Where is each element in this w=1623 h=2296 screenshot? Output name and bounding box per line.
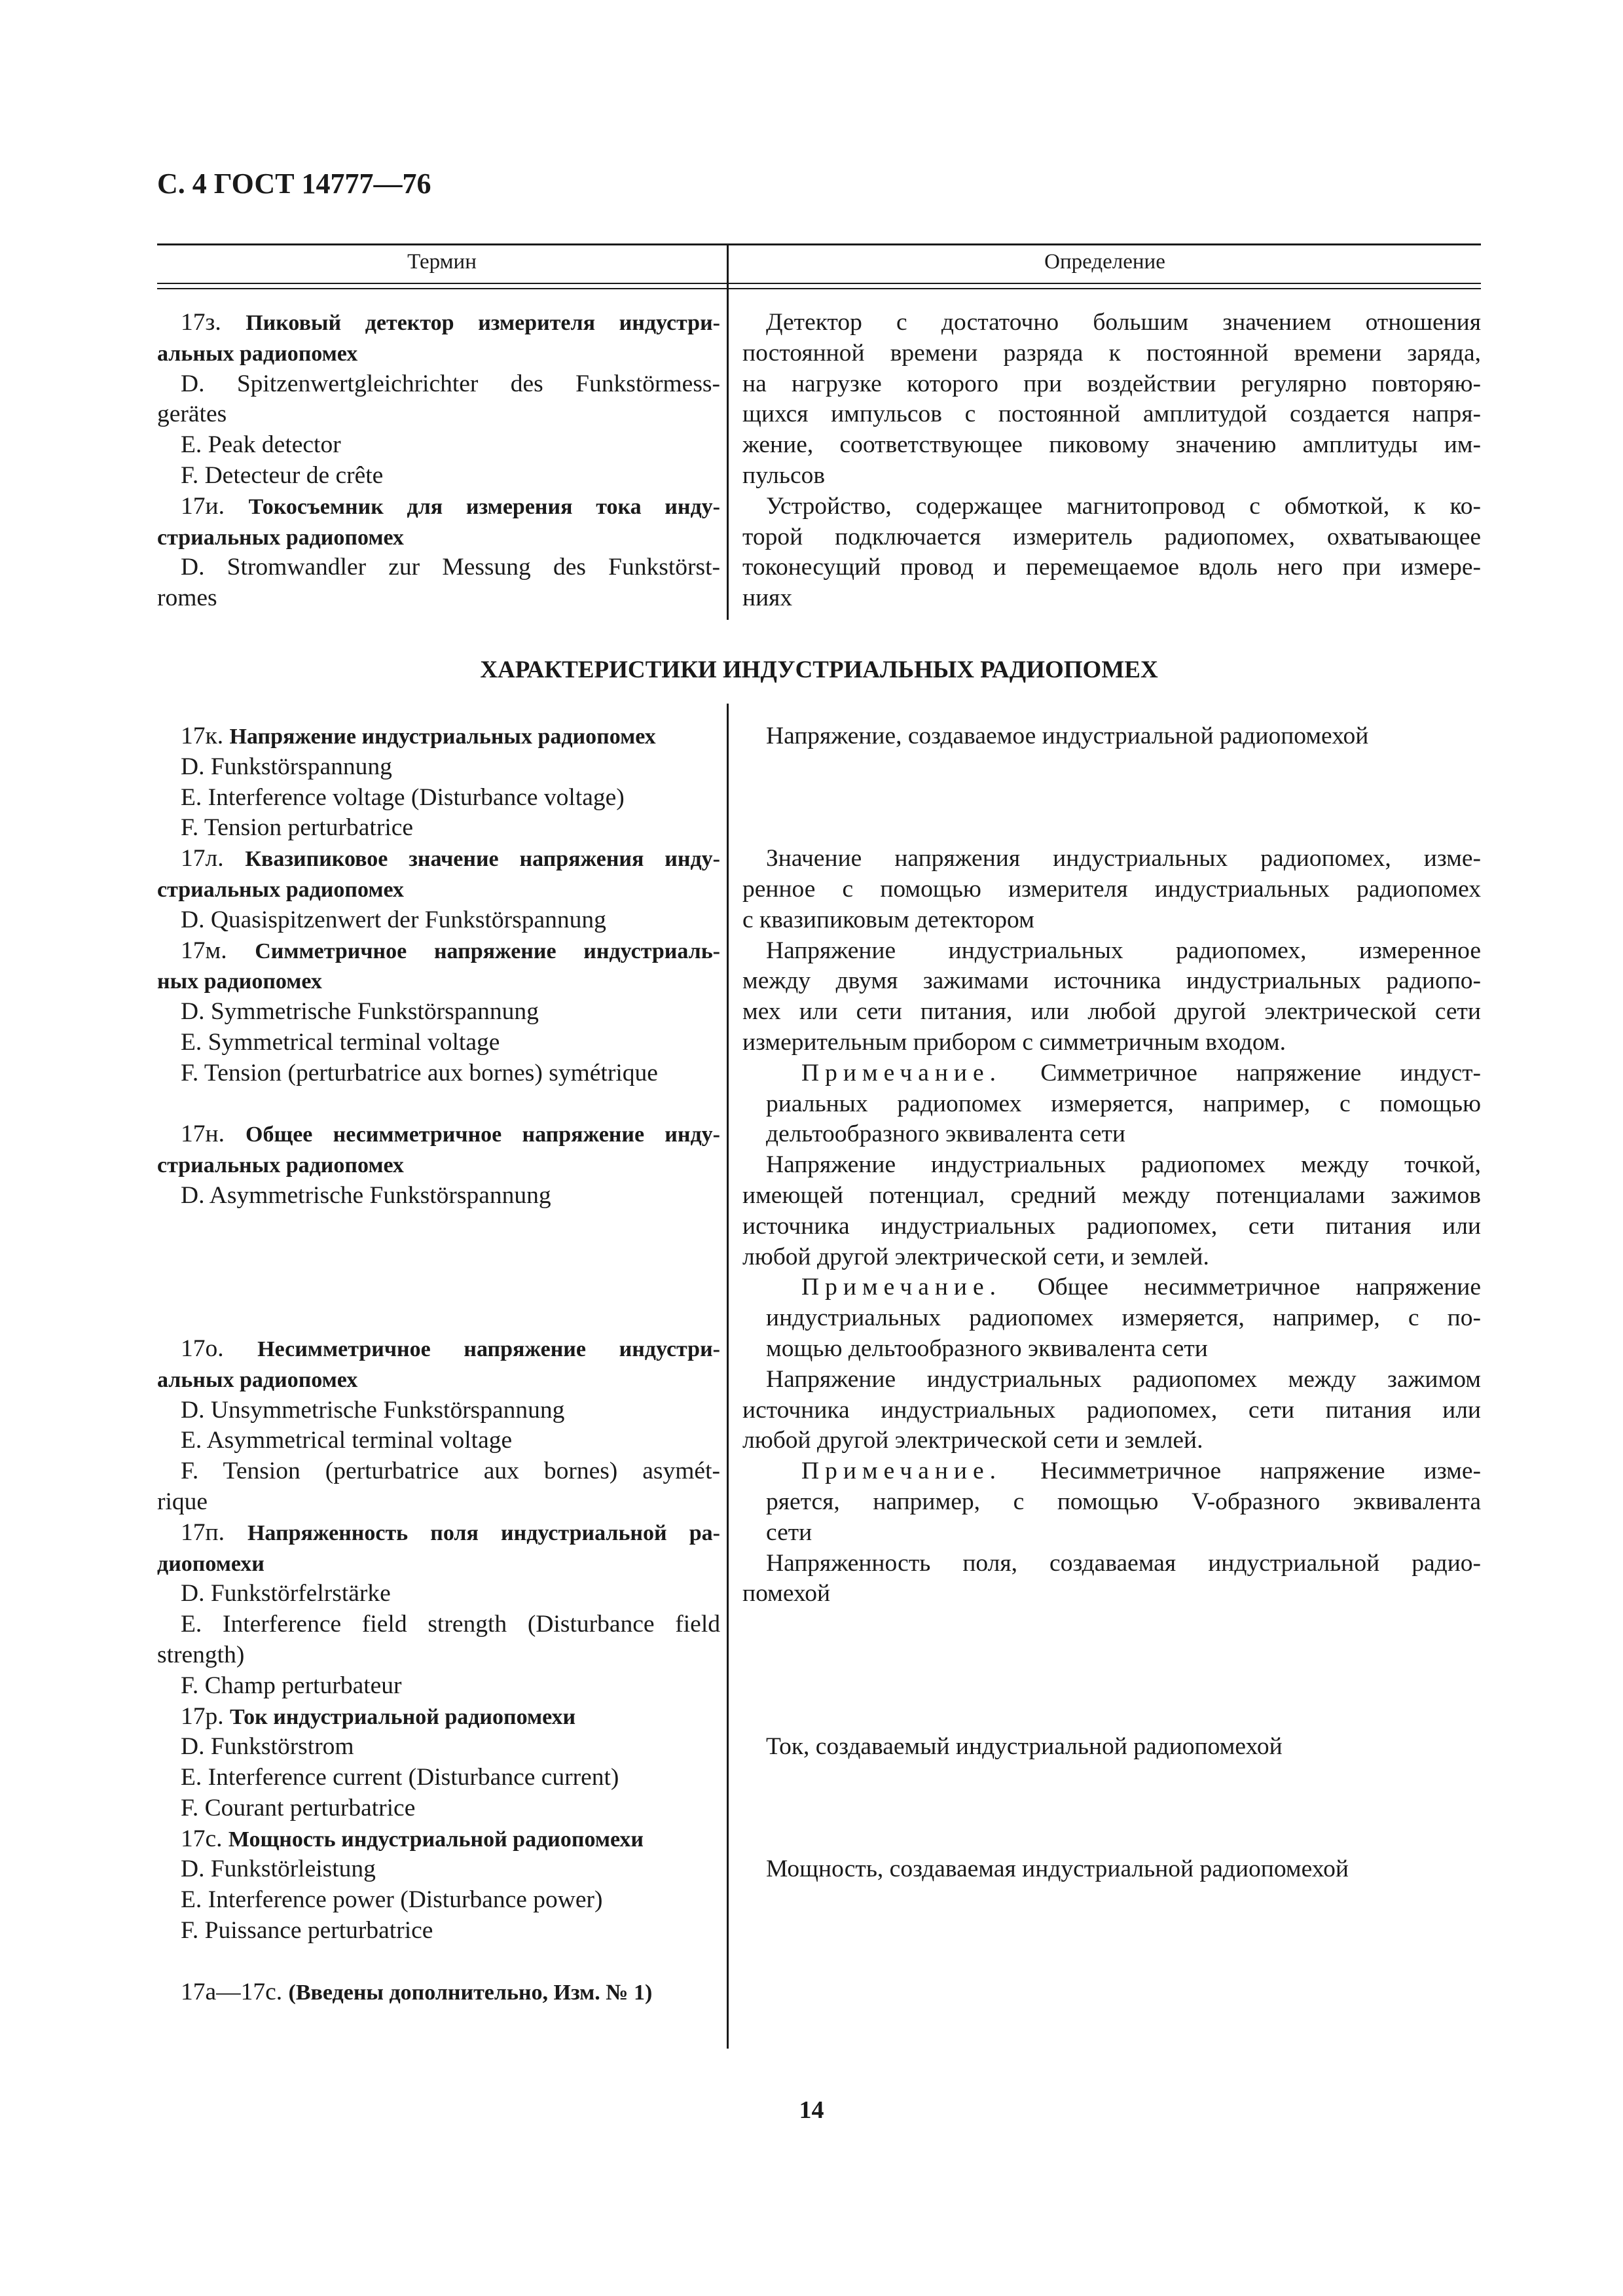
term-17o-fr-cont: rique [157,1488,208,1515]
spacer [742,1702,1481,1732]
spacer [157,1272,720,1303]
spacer [742,752,1481,783]
spacer [742,1793,1481,1824]
section-title: ХАРАКТЕРИСТИКИ ИНДУСТРИАЛЬНЫХ РАДИОПОМЕХ [480,656,1158,683]
spacer [742,783,1481,814]
def-17z-line: жение, соответствующее пиковому значению амплитуды им- [742,431,1481,459]
spacer [742,1640,1481,1671]
term-17p-en-cont: strength) [157,1641,245,1668]
term-17r-de: D. Funkstörstrom [181,1733,354,1761]
term-17i-de: D. Stromwandler zur Messung des Funkstörst- [181,554,720,581]
def-17o-line: Напряжение индустриальных радиопомех между зажимом [766,1365,1481,1393]
spacer [157,1089,720,1120]
def-17n-note-line: мощью дельтообразного эквивалента сети [766,1335,1208,1362]
def-17z-line: постоянной времени разряда к постоянной времени заряда, [742,339,1481,367]
def-17k: Напряжение, создаваемое индустриальной радиопомехой [766,723,1369,749]
term-17i: 17и. Токосъемник для измерения тока инду- [181,492,720,520]
spacer [157,1211,720,1242]
spacer [742,1671,1481,1702]
def-17o-note: Примечание. Несимметричное напряжение изме- [801,1458,1482,1485]
term-17p-de: D. Funkstörfelrstärke [181,1580,391,1607]
definitions-column-2 [742,721,1481,1885]
def-17z-line: Детектор с достаточно большим значением отношения [766,309,1481,336]
def-17n-line: источника индустриальных радиопомех, сети питания или [742,1212,1481,1240]
def-17p-line: Напряженность поля, создаваемая индустриальной радио- [766,1549,1481,1577]
spacer [742,1824,1481,1855]
def-17o-line: источника индустриальных радиопомех, сети питания или [742,1396,1481,1424]
def-17m-line: мех или сети питания, или любой другой электрической сети [742,998,1481,1026]
page-header: С. 4 ГОСТ 14777—76 [157,168,431,200]
term-17s-en: E. Interference power (Disturbance power) [181,1886,603,1914]
term-17z-fr: F. Detecteur de crête [181,461,384,489]
term-17o-cont: альных радиопомех [157,1367,358,1392]
def-17o-line: любой другой электрической сети и землей. [742,1427,1203,1454]
term-17z: 17з. Пиковый детектор измерителя индустри- [181,309,720,336]
term-17p-fr: F. Champ perturbateur [181,1672,402,1699]
term-17k-fr: F. Tension perturbatrice [181,814,414,842]
def-17l-line: ренное с помощью измерителя индустриальных радиопомех [742,875,1481,903]
def-17z-line: щихся импульсов с постоянной амплитудой создается напря- [742,401,1481,428]
column-header-definition: Определение [1044,250,1165,274]
term-17p-en: E. Interference field strength (Disturbance field [181,1611,720,1638]
column-divider [727,243,729,620]
def-17m-note: Примечание. Симметричное напряжение индуст- [801,1059,1481,1086]
table-header-rule-2 [157,288,1481,289]
table-header-rule [157,283,1481,284]
def-17m-note-line: дельтообразного эквивалента сети [766,1121,1125,1148]
terms-column-1 [157,308,720,614]
term-17m: 17м. Симметричное напряжение индустриаль- [181,937,721,964]
def-17l-line: Значение напряжения индустриальных радиопомех, изме- [766,845,1481,872]
def-17n-note-line: индустриальных радиопомех измеряется, например, с по- [766,1304,1481,1332]
term-17i-de-cont: romes [157,584,217,612]
spacer [157,1946,720,1977]
term-17k: 17к. Напряжение индустриальных радиопомех [181,723,656,749]
spacer [742,813,1481,844]
def-17m-line: измерительным прибором с симметричным входом. [742,1028,1286,1056]
spacer [157,1303,720,1334]
def-17z-line: на нагрузке которого при воздействии регулярно повторяю- [742,370,1481,397]
def-17m-line: между двумя зажимами источника индустриальных радиопо- [742,967,1481,995]
def-17i-line: токонесущий провод и перемещаемое вдоль него при измере- [742,554,1481,581]
def-17s: Мощность, создаваемая индустриальной радиопомехой [766,1856,1349,1883]
term-17l-cont: стриальных радиопомех [157,877,404,902]
page-number: 14 [799,2096,824,2124]
def-17o-note-line: ряется, например, с помощью V-образного эквивалента [766,1488,1481,1515]
term-17n: 17н. Общее несимметричное напряжение инду- [181,1121,720,1148]
term-17m-de: D. Symmetrische Funkstörspannung [181,998,539,1026]
def-17n-line: любой другой электрической сети, и землей. [742,1243,1209,1270]
column-header-term: Термин [407,250,477,274]
def-17n-line: Напряжение индустриальных радиопомех между точкой, [766,1151,1481,1179]
term-17o-de: D. Unsymmetrische Funkstörspannung [181,1396,565,1424]
spacer [742,1609,1481,1640]
def-17l-line: с квазипиковым детектором [742,906,1034,933]
term-17r-en: E. Interference current (Disturbance current) [181,1764,619,1791]
def-17z-line: пульсов [742,461,826,489]
term-17k-en: E. Interference voltage (Disturbance voltage) [181,783,625,811]
spacer [157,1242,720,1273]
term-17p-cont: диопомехи [157,1551,264,1576]
table-top-rule [157,243,1481,245]
def-17m-note-line: риальных радиопомех измеряется, например, с помощью [766,1090,1481,1117]
term-17n-de: D. Asymmetrische Funkstörspannung [181,1181,551,1209]
def-17n-note: Примечание. Общее несимметричное напряжение [801,1274,1482,1301]
def-17i-line: торой подключается измеритель радиопомех, охватывающее [742,523,1481,550]
def-17m-line: Напряжение индустриальных радиопомех, измеренное [766,937,1481,964]
def-17n-line: имеющей потенциал, средний между потенциалами зажимов [742,1181,1481,1209]
term-17i-cont: стриальных радиопомех [157,525,404,550]
term-17n-cont: стриальных радиопомех [157,1153,404,1178]
term-17l: 17л. Квазипиковое значение напряжения инду- [181,845,721,872]
column-divider [727,704,729,2049]
term-17z-cont: альных радиопомех [157,341,358,366]
term-17m-cont: ных радиопомех [157,969,322,994]
term-17p: 17п. Напряженность поля индустриальной ра- [181,1518,720,1546]
term-17s-de: D. Funkstörleistung [181,1856,376,1883]
def-17i-line: Устройство, содержащее магнитопровод с обмоткой, к ко- [766,492,1481,520]
def-17i-line: ниях [742,584,793,612]
term-17k-de: D. Funkstörspannung [181,753,392,780]
def-17r: Ток, создаваемый индустриальной радиопомехой [766,1733,1283,1761]
term-17s-fr: F. Puissance perturbatrice [181,1917,433,1945]
term-17o-en: E. Asymmetrical terminal voltage [181,1427,513,1454]
term-17z-de-cont: gerätes [157,401,227,428]
term-17s: 17с. Мощность индустриальной радиопомехи [181,1825,644,1852]
term-17m-en: E. Symmetrical terminal voltage [181,1028,500,1056]
term-17o: 17о. Несимметричное напряжение индустри- [181,1335,720,1362]
term-17l-de: D. Quasispitzenwert der Funkstörspannung [181,906,606,933]
term-17r-fr: F. Courant perturbatrice [181,1794,416,1821]
term-17r: 17р. Ток индустриальной радиопомехи [181,1702,576,1730]
terms-column-2 [157,721,720,2007]
def-17o-note-line: сети [766,1518,812,1546]
spacer [742,1763,1481,1793]
term-17m-fr: F. Tension (perturbatrice aux bornes) symétrique [181,1059,658,1086]
term-17z-en: E. Peak detector [181,431,341,459]
amendment-note: 17а—17с. (Введены дополнительно, Изм. № 1) [181,1978,653,2005]
definitions-column-1 [742,308,1481,614]
term-17z-de: D. Spitzenwertgleichrichter des Funkstörmess- [181,370,720,397]
def-17p-line: помехой [742,1580,831,1607]
term-17o-fr: F. Tension (perturbatrice aux bornes) asymét- [181,1458,720,1485]
